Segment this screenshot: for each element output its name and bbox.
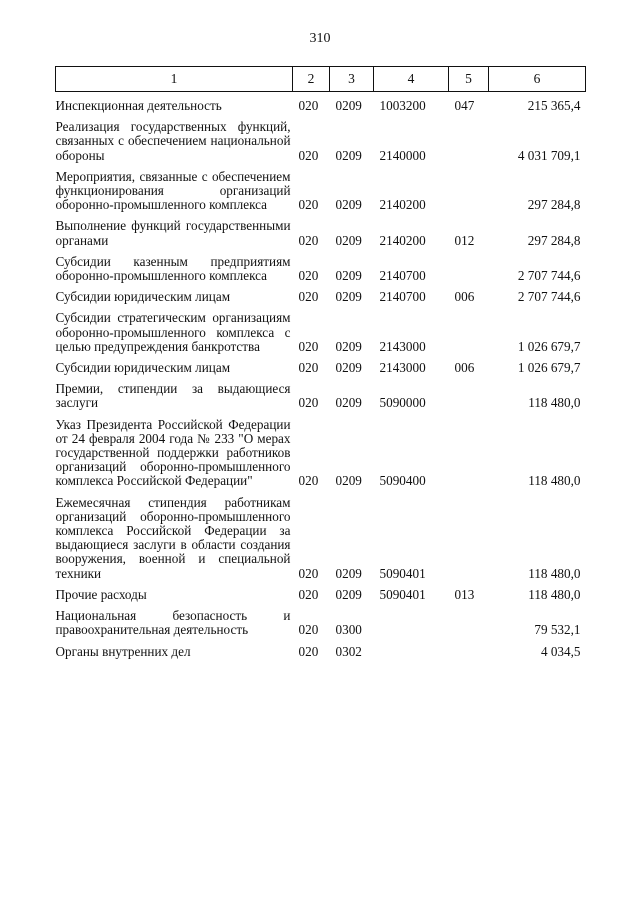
table-body xyxy=(56,92,586,659)
row-expense-type-code: 006 xyxy=(454,289,475,305)
row-section-code: 0209 xyxy=(335,360,362,376)
table-row xyxy=(56,645,586,659)
row-target-code: 2140200 xyxy=(379,197,426,213)
row-name: Указ Президента Российской Федерации от 24 февраля 2004 года № 233 "О мерах государственной поддержки работников организаций оборонно-промышленного комплекса Российской Федерации" xyxy=(55,416,291,489)
row-amount: 297 284,8 xyxy=(527,232,581,248)
row-expense-type-code: 047 xyxy=(454,98,475,113)
page-number: 310 xyxy=(309,31,331,46)
row-expense-type-code: 006 xyxy=(454,360,475,376)
row-section-code: 0209 xyxy=(335,586,362,602)
row-amount: 4 034,5 xyxy=(540,643,581,659)
row-expense-type-code xyxy=(449,255,489,283)
header-col-3: 3 xyxy=(330,67,374,92)
header-col-4: 4 xyxy=(374,67,449,92)
table-row xyxy=(56,418,586,489)
row-expense-type-code xyxy=(449,382,489,410)
row-target-code: 5090000 xyxy=(379,395,426,411)
row-section-code: 0209 xyxy=(335,232,362,248)
table-row xyxy=(56,99,586,113)
row-section-code: 0209 xyxy=(335,268,362,284)
row-expense-type-code xyxy=(449,645,489,659)
row-amount: 2 707 744,6 xyxy=(517,289,581,305)
row-ministry-code: 020 xyxy=(298,622,319,638)
table-row xyxy=(56,219,586,247)
header-col-6: 6 xyxy=(489,67,586,92)
header-col-5: 5 xyxy=(449,67,489,92)
row-target-code: 2143000 xyxy=(379,360,426,376)
table-header xyxy=(56,67,586,92)
header-col-2: 2 xyxy=(293,67,330,92)
table-row xyxy=(56,311,586,354)
row-expense-type-code xyxy=(449,418,489,489)
row-section-code: 0209 xyxy=(335,197,362,213)
row-amount: 2 707 744,6 xyxy=(517,268,581,284)
row-ministry-code: 020 xyxy=(298,473,319,489)
row-amount: 297 284,8 xyxy=(527,197,581,213)
row-target-code: 2140200 xyxy=(379,232,426,248)
row-ministry-code: 020 xyxy=(298,565,319,581)
row-target-code: 5090400 xyxy=(379,473,426,489)
table-row xyxy=(56,361,586,375)
row-target-code: 2140000 xyxy=(379,147,426,163)
row-target-code: 5090401 xyxy=(379,565,426,581)
table-row xyxy=(56,496,586,581)
row-amount: 4 031 709,1 xyxy=(517,147,581,163)
row-target-code: 5090401 xyxy=(379,586,426,602)
row-expense-type-code xyxy=(449,120,489,163)
row-name: Органы внутренних дел xyxy=(55,643,191,659)
row-name: Мероприятия, связанные с обеспечением функционирования организаций оборонно-промышленного комплекса xyxy=(55,168,291,213)
row-target-code: 2140700 xyxy=(379,268,426,284)
row-ministry-code: 020 xyxy=(298,395,319,411)
row-section-code: 0209 xyxy=(335,565,362,581)
row-section-code: 0300 xyxy=(335,622,362,638)
row-ministry-code: 020 xyxy=(298,643,319,659)
row-amount: 118 480,0 xyxy=(528,473,581,489)
row-name: Прочие расходы xyxy=(55,586,147,602)
row-name: Реализация государственных функций, связанных с обеспечением национальной обороны xyxy=(55,119,291,163)
row-amount: 1 026 679,7 xyxy=(517,338,581,354)
header-col-1: 1 xyxy=(56,67,293,92)
row-section-code: 0209 xyxy=(335,289,362,305)
row-ministry-code: 020 xyxy=(298,289,319,305)
row-expense-type-code xyxy=(449,311,489,354)
row-section-code: 0209 xyxy=(335,98,362,113)
table-row xyxy=(56,290,586,304)
row-amount: 1 026 679,7 xyxy=(517,360,581,376)
row-ministry-code: 020 xyxy=(298,338,319,354)
row-section-code: 0302 xyxy=(335,643,362,659)
row-ministry-code: 020 xyxy=(298,197,319,213)
row-amount: 118 480,0 xyxy=(528,395,581,411)
row-ministry-code: 020 xyxy=(298,232,319,248)
row-name: Субсидии казенным предприятиям оборонно-промышленного комплекса xyxy=(55,253,291,284)
row-amount: 215 365,4 xyxy=(527,98,581,113)
row-expense-type-code xyxy=(449,170,489,213)
row-expense-type-code: 013 xyxy=(454,586,475,602)
row-section-code: 0209 xyxy=(335,473,362,489)
row-amount: 118 480,0 xyxy=(528,565,581,581)
row-section-code: 0209 xyxy=(335,147,362,163)
table-row xyxy=(56,382,586,410)
row-name: Субсидии стратегическим организациям оборонно-промышленного комплекса с целью предупреждения банкротства xyxy=(55,310,291,354)
row-ministry-code: 020 xyxy=(298,586,319,602)
row-target-code: 2140700 xyxy=(379,289,426,305)
row-name: Выполнение функций государственными органами xyxy=(55,218,291,248)
row-ministry-code: 020 xyxy=(298,268,319,284)
row-section-code: 0209 xyxy=(335,395,362,411)
table-row xyxy=(56,120,586,163)
row-target-code xyxy=(374,609,449,637)
row-expense-type-code xyxy=(449,609,489,637)
row-name: Инспекционная деятельность xyxy=(55,98,222,113)
budget-table xyxy=(55,66,586,659)
row-ministry-code: 020 xyxy=(298,147,319,163)
row-name: Премии, стипендии за выдающиеся заслуги xyxy=(55,381,291,411)
row-name: Субсидии юридическим лицам xyxy=(55,360,231,376)
row-expense-type-code xyxy=(449,496,489,581)
row-amount: 79 532,1 xyxy=(534,622,581,638)
row-name: Субсидии юридическим лицам xyxy=(55,289,231,305)
table-row xyxy=(56,255,586,283)
row-target-code xyxy=(374,645,449,659)
row-section-code: 0209 xyxy=(335,338,362,354)
row-name: Ежемесячная стипендия работникам организаций оборонно-промышленного комплекса Российской Федерации за выдающиеся заслуги в области создания вооружения, военной и специальной техники xyxy=(55,494,291,581)
table-row xyxy=(56,170,586,213)
row-name: Национальная безопасность и правоохранительная деятельность xyxy=(55,608,291,638)
row-ministry-code: 020 xyxy=(298,98,319,113)
row-amount: 118 480,0 xyxy=(528,586,581,602)
row-target-code: 2143000 xyxy=(379,338,426,354)
table-row xyxy=(56,609,586,637)
row-expense-type-code: 012 xyxy=(454,232,475,248)
row-ministry-code: 020 xyxy=(298,360,319,376)
row-target-code: 1003200 xyxy=(379,98,426,113)
table-row xyxy=(56,588,586,602)
